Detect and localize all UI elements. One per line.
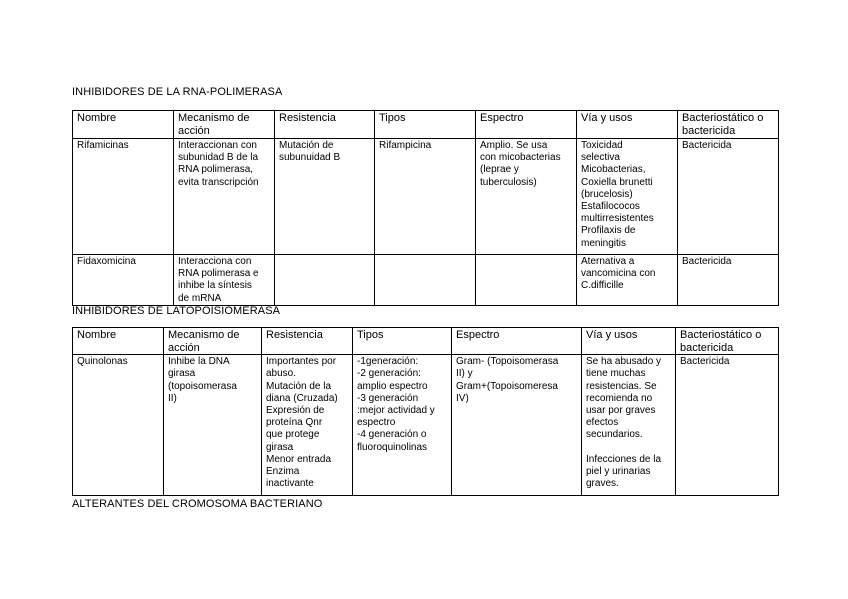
- header-cell-espectro: [452, 328, 582, 355]
- table-header-row: [73, 111, 779, 139]
- table-row: [73, 355, 779, 496]
- cell-mecanismo: [174, 139, 275, 255]
- cell-line: (topoisomerasa: [168, 380, 237, 392]
- cell-line: Tipos: [379, 112, 406, 124]
- cell-line: Quinolonas: [77, 356, 128, 368]
- table-row: [73, 255, 779, 306]
- cell-line: Nombre: [77, 112, 117, 124]
- cell-line: efectos: [586, 417, 619, 429]
- section-title-cromosoma: ALTERANTES DEL CROMOSOMA BACTERIANO: [72, 498, 323, 510]
- header-cell-tipo-accion: [676, 328, 779, 355]
- cell-line: Rifampicina: [379, 140, 432, 151]
- cell-line: Menor entrada: [266, 453, 332, 465]
- cell-line: evita transcripción: [178, 176, 259, 188]
- cell-line: resistencias. Se: [586, 380, 657, 392]
- cell-tipo-accion: [678, 255, 779, 306]
- cell-nombre: [73, 255, 174, 306]
- cell-line: multirresistentes: [581, 213, 654, 225]
- cell-line: selectiva: [581, 152, 620, 164]
- cell-line: Aternativa a: [581, 256, 635, 267]
- cell-line: acción: [168, 341, 200, 354]
- cell-line: con micobacterias: [480, 152, 561, 164]
- cell-tipos: [375, 255, 476, 306]
- cell-line: de mRNA: [178, 292, 222, 304]
- cell-line: C.difficille: [581, 280, 624, 292]
- section-title-topoisomerasa: INHIBIDORES DE LATOPOISIOMERASA: [72, 305, 281, 317]
- cell-line: recomienda no: [586, 392, 653, 404]
- cell-line: Expresión de: [266, 405, 325, 416]
- cell-line: Bacteriostático o: [680, 329, 762, 341]
- cell-line: Amplio. Se usa: [480, 140, 548, 151]
- cell-line: Mecanismo de: [168, 329, 240, 341]
- cell-line: Gram- (Topoisomerasa: [456, 356, 559, 368]
- table-header-row: [73, 328, 779, 355]
- cell-line: espectro: [357, 417, 396, 429]
- cell-line: Se ha abusado y: [586, 356, 662, 368]
- cell-resistencia: [262, 355, 353, 496]
- cell-line: Interacciona con: [178, 256, 252, 267]
- cell-line: tiene muchas: [586, 368, 646, 380]
- cell-line: -1generación:: [357, 356, 419, 368]
- cell-line: Coxiella brunetti: [581, 176, 653, 188]
- cell-line: bactericida: [680, 341, 734, 354]
- header-cell-tipos: [375, 111, 476, 139]
- cell-espectro: [452, 355, 582, 496]
- cell-line: Bactericida: [682, 256, 732, 267]
- header-cell-nombre: [73, 111, 174, 139]
- cell-line: Bactericida: [682, 140, 732, 151]
- cell-line: (brucelosis): [581, 188, 633, 200]
- cell-line: proteína Qnr: [266, 417, 323, 429]
- cell-line: acción: [178, 124, 210, 137]
- cell-line: II): [168, 392, 177, 404]
- cell-line: secundarios.: [586, 429, 643, 441]
- cell-line: usar por graves: [586, 405, 656, 416]
- cell-line: Vía y usos: [586, 329, 638, 341]
- cell-line: -4 generación o: [357, 429, 427, 441]
- cell-line: girasa: [168, 368, 196, 380]
- cell-line: (leprae y: [480, 164, 519, 176]
- cell-line: -2 generación:: [357, 368, 421, 380]
- header-cell-via-usos: [577, 111, 678, 139]
- cell-line: diana (Cruzada): [266, 392, 338, 404]
- header-cell-resistencia: [275, 111, 375, 139]
- cell-tipos: [375, 139, 476, 255]
- cell-line: Resistencia: [266, 329, 323, 341]
- cell-line: IV): [456, 392, 469, 404]
- cell-line: Toxicidad: [581, 140, 623, 151]
- cell-line: piel y urinarias: [586, 466, 651, 478]
- header-cell-tipo-accion: [678, 111, 779, 139]
- cell-line: Profilaxis de: [581, 225, 636, 237]
- cell-mecanismo: [174, 255, 275, 306]
- cell-via-usos: [577, 139, 678, 255]
- cell-line: Espectro: [456, 329, 500, 341]
- cell-line: Mutación de la: [266, 380, 332, 392]
- cell-via-usos: [577, 255, 678, 306]
- header-cell-resistencia: [262, 328, 353, 355]
- cell-line: fluoroquinolinas: [357, 441, 428, 453]
- cell-line: vancomicina con: [581, 268, 656, 280]
- cell-espectro: [476, 255, 577, 306]
- cell-line: meningitis: [581, 237, 627, 249]
- cell-line: subunidad B de la: [178, 152, 259, 164]
- cell-line: RNA polimerasa,: [178, 164, 254, 176]
- cell-line: Inhibe la DNA: [168, 356, 230, 368]
- cell-line: Bactericida: [680, 356, 730, 368]
- cell-line: -3 generación: [357, 392, 419, 404]
- cell-line: abuso.: [266, 368, 297, 380]
- header-cell-via-usos: [582, 328, 676, 355]
- cell-tipo-accion: [676, 355, 779, 496]
- header-cell-mecanismo: [174, 111, 275, 139]
- header-cell-tipos: [353, 328, 452, 355]
- cell-resistencia: [275, 139, 375, 255]
- cell-line: [586, 442, 671, 454]
- cell-line: tuberculosis): [480, 176, 537, 188]
- cell-nombre: [73, 355, 164, 496]
- cell-line: subunuidad B: [279, 152, 341, 164]
- cell-line: Rifamicinas: [77, 140, 129, 151]
- cell-tipos: [353, 355, 452, 496]
- cell-line: Mecanismo de: [178, 112, 250, 124]
- header-cell-nombre: [73, 328, 164, 355]
- cell-tipo-accion: [678, 139, 779, 255]
- cell-line: Estafilococos: [581, 201, 640, 213]
- cell-line: girasa: [266, 441, 294, 453]
- cell-line: RNA polimerasa e: [178, 268, 259, 280]
- header-cell-mecanismo: [164, 328, 262, 355]
- rna-polimerasa-table: [72, 110, 779, 306]
- cell-line: :mejor actividad y: [357, 405, 435, 416]
- cell-line: Importantes por: [266, 356, 337, 368]
- cell-line: Espectro: [480, 112, 524, 124]
- cell-line: Gram+(Topoisomeresa: [456, 380, 558, 392]
- cell-line: que protege: [266, 429, 320, 441]
- cell-line: Resistencia: [279, 112, 336, 124]
- cell-line: Fidaxomicina: [77, 256, 136, 267]
- cell-line: Mutación de: [279, 140, 334, 151]
- cell-line: bactericida: [682, 124, 736, 137]
- cell-line: Enzima: [266, 466, 300, 478]
- cell-line: Vía y usos: [581, 112, 633, 124]
- cell-line: inactivante: [266, 478, 314, 490]
- cell-line: Tipos: [357, 329, 384, 341]
- table-row: [73, 139, 779, 255]
- cell-via-usos: [582, 355, 676, 496]
- cell-mecanismo: [164, 355, 262, 496]
- topoisomerasa-table: [72, 327, 779, 496]
- cell-line: graves.: [586, 478, 619, 490]
- cell-line: Micobacterias,: [581, 164, 646, 176]
- cell-resistencia: [275, 255, 375, 306]
- cell-line: Nombre: [77, 329, 117, 341]
- header-cell-espectro: [476, 111, 577, 139]
- cell-line: Bacteriostático o: [682, 112, 764, 124]
- cell-line: inhibe la síntesis: [178, 280, 252, 292]
- cell-line: Interaccionan con: [178, 140, 257, 151]
- cell-espectro: [476, 139, 577, 255]
- cell-line: amplio espectro: [357, 380, 428, 392]
- cell-line: II) y: [456, 368, 473, 380]
- cell-nombre: [73, 139, 174, 255]
- section-title-rna-polimerasa: INHIBIDORES DE LA RNA-POLIMERASA: [72, 86, 283, 98]
- cell-line: Infecciones de la: [586, 453, 662, 465]
